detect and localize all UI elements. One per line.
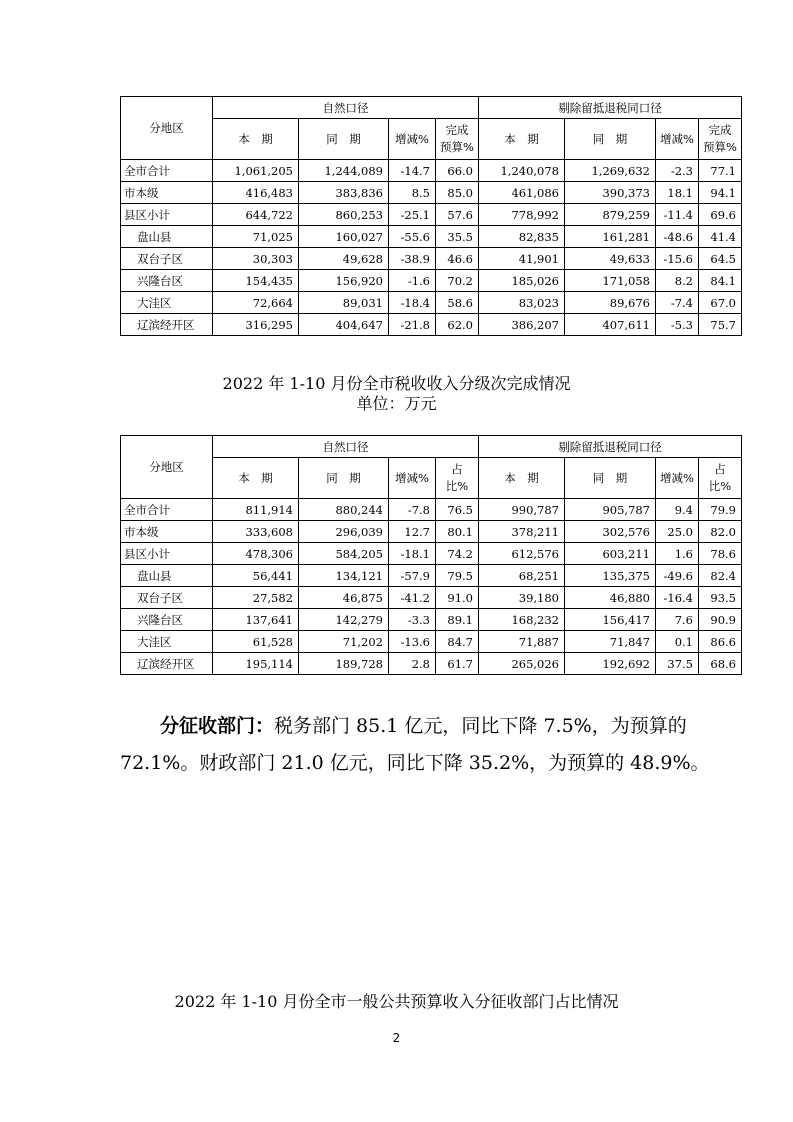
value-cell: 72,664 xyxy=(213,292,299,314)
value-cell: 390,373 xyxy=(565,182,656,204)
value-cell: -1.6 xyxy=(389,270,436,292)
value-cell: 69.6 xyxy=(699,204,742,226)
value-cell: -14.7 xyxy=(389,160,436,182)
value-cell: 1,061,205 xyxy=(213,160,299,182)
value-cell: 62.0 xyxy=(436,314,479,336)
value-cell: 8.2 xyxy=(656,270,699,292)
region-cell: 辽滨经开区 xyxy=(121,653,213,675)
value-cell: 89,031 xyxy=(299,292,389,314)
header-region: 分地区 xyxy=(121,436,213,499)
value-cell: 407,611 xyxy=(565,314,656,336)
value-cell: 1.6 xyxy=(656,543,699,565)
header-previous: 同 期 xyxy=(299,458,389,499)
header-share: 占 比% xyxy=(436,458,479,499)
value-cell: 61.7 xyxy=(436,653,479,675)
value-cell: 56,441 xyxy=(213,565,299,587)
value-cell: 161,281 xyxy=(565,226,656,248)
value-cell: 185,026 xyxy=(479,270,565,292)
value-cell: 93.5 xyxy=(699,587,742,609)
value-cell: 296,039 xyxy=(299,521,389,543)
value-cell: 49,628 xyxy=(299,248,389,270)
value-cell: 383,836 xyxy=(299,182,389,204)
region-cell: 县区小计 xyxy=(121,543,213,565)
region-cell: 兴隆台区 xyxy=(121,270,213,292)
region-cell: 市本级 xyxy=(121,521,213,543)
table-row xyxy=(121,314,742,336)
table-row xyxy=(121,226,742,248)
table-row xyxy=(121,270,742,292)
value-cell: 79.9 xyxy=(699,499,742,521)
table-row xyxy=(121,204,742,226)
value-cell: 57.6 xyxy=(436,204,479,226)
header-change: 增减% xyxy=(656,119,699,160)
value-cell: 168,232 xyxy=(479,609,565,631)
value-cell: 137,641 xyxy=(213,609,299,631)
region-cell: 双台子区 xyxy=(121,248,213,270)
value-cell: 46,880 xyxy=(565,587,656,609)
value-cell: 192,692 xyxy=(565,653,656,675)
value-cell: 61,528 xyxy=(213,631,299,653)
value-cell: 265,026 xyxy=(479,653,565,675)
value-cell: 1,240,078 xyxy=(479,160,565,182)
value-cell: 880,244 xyxy=(299,499,389,521)
value-cell: -2.3 xyxy=(656,160,699,182)
paragraph-lead: 分征收部门： xyxy=(160,715,275,737)
value-cell: 811,914 xyxy=(213,499,299,521)
header-previous: 同 期 xyxy=(565,458,656,499)
table-row xyxy=(121,182,742,204)
value-cell: 8.5 xyxy=(389,182,436,204)
region-cell: 县区小计 xyxy=(121,204,213,226)
value-cell: 1,244,089 xyxy=(299,160,389,182)
value-cell: 461,086 xyxy=(479,182,565,204)
value-cell: 82.0 xyxy=(699,521,742,543)
value-cell: 860,253 xyxy=(299,204,389,226)
value-cell: 316,295 xyxy=(213,314,299,336)
value-cell: 142,279 xyxy=(299,609,389,631)
value-cell: 71,887 xyxy=(479,631,565,653)
value-cell: 85.0 xyxy=(436,182,479,204)
header-current: 本 期 xyxy=(213,458,299,499)
header-previous: 同 期 xyxy=(565,119,656,160)
value-cell: 478,306 xyxy=(213,543,299,565)
region-cell: 盘山县 xyxy=(121,226,213,248)
value-cell: 91.0 xyxy=(436,587,479,609)
region-cell: 双台子区 xyxy=(121,587,213,609)
value-cell: 404,647 xyxy=(299,314,389,336)
header-group-adjusted: 剔除留抵退税同口径 xyxy=(479,97,742,119)
value-cell: -11.4 xyxy=(656,204,699,226)
table-row xyxy=(121,631,742,653)
header-current: 本 期 xyxy=(479,119,565,160)
region-cell: 全市合计 xyxy=(121,160,213,182)
value-cell: 135,375 xyxy=(565,565,656,587)
region-cell: 盘山县 xyxy=(121,565,213,587)
chart-title: 2022 年 1-10 月份全市一般公共预算收入分征收部门占比情况 xyxy=(174,992,619,1011)
table-row xyxy=(121,609,742,631)
header-completion: 完成 预算% xyxy=(699,119,742,160)
value-cell: 386,207 xyxy=(479,314,565,336)
value-cell: -55.6 xyxy=(389,226,436,248)
table-row xyxy=(121,565,742,587)
table-row xyxy=(121,587,742,609)
table-1 xyxy=(120,96,742,336)
value-cell: 76.5 xyxy=(436,499,479,521)
value-cell: -38.9 xyxy=(389,248,436,270)
region-cell: 辽滨经开区 xyxy=(121,314,213,336)
value-cell: -3.3 xyxy=(389,609,436,631)
value-cell: 333,608 xyxy=(213,521,299,543)
value-cell: 603,211 xyxy=(565,543,656,565)
table-2-title: 2022 年 1-10 月份全市税收收入分级次完成情况 xyxy=(222,374,571,393)
value-cell: 49,633 xyxy=(565,248,656,270)
region-cell: 兴隆台区 xyxy=(121,609,213,631)
value-cell: -57.9 xyxy=(389,565,436,587)
value-cell: 82,835 xyxy=(479,226,565,248)
value-cell: 990,787 xyxy=(479,499,565,521)
region-cell: 大洼区 xyxy=(121,631,213,653)
page-number: 2 xyxy=(392,1031,401,1045)
value-cell: 84.1 xyxy=(699,270,742,292)
value-cell: 71,025 xyxy=(213,226,299,248)
value-cell: 195,114 xyxy=(213,653,299,675)
value-cell: 378,211 xyxy=(479,521,565,543)
value-cell: 18.1 xyxy=(656,182,699,204)
table-row xyxy=(121,653,742,675)
value-cell: 41,901 xyxy=(479,248,565,270)
value-cell: 156,920 xyxy=(299,270,389,292)
value-cell: 12.7 xyxy=(389,521,436,543)
value-cell: 156,417 xyxy=(565,609,656,631)
value-cell: -7.8 xyxy=(389,499,436,521)
value-cell: 70.2 xyxy=(436,270,479,292)
value-cell: 94.1 xyxy=(699,182,742,204)
value-cell: 30,303 xyxy=(213,248,299,270)
value-cell: 9.4 xyxy=(656,499,699,521)
header-previous: 同 期 xyxy=(299,119,389,160)
value-cell: 78.6 xyxy=(699,543,742,565)
collection-department-paragraph xyxy=(120,708,720,782)
value-cell: 2.8 xyxy=(389,653,436,675)
header-change: 增减% xyxy=(389,458,436,499)
value-cell: 86.6 xyxy=(699,631,742,653)
value-cell: 1,269,632 xyxy=(565,160,656,182)
table-row xyxy=(121,248,742,270)
value-cell: 64.5 xyxy=(699,248,742,270)
value-cell: 416,483 xyxy=(213,182,299,204)
value-cell: 154,435 xyxy=(213,270,299,292)
value-cell: 612,576 xyxy=(479,543,565,565)
value-cell: 74.2 xyxy=(436,543,479,565)
header-region: 分地区 xyxy=(121,97,213,160)
table-2 xyxy=(120,435,742,675)
value-cell: -16.4 xyxy=(656,587,699,609)
value-cell: 68.6 xyxy=(699,653,742,675)
table-row xyxy=(121,292,742,314)
header-change: 增减% xyxy=(389,119,436,160)
value-cell: 171,058 xyxy=(565,270,656,292)
value-cell: 27,582 xyxy=(213,587,299,609)
value-cell: -25.1 xyxy=(389,204,436,226)
value-cell: 71,847 xyxy=(565,631,656,653)
value-cell: 0.1 xyxy=(656,631,699,653)
header-change: 增减% xyxy=(656,458,699,499)
value-cell: -5.3 xyxy=(656,314,699,336)
value-cell: 71,202 xyxy=(299,631,389,653)
value-cell: 46,875 xyxy=(299,587,389,609)
value-cell: 160,027 xyxy=(299,226,389,248)
value-cell: 7.6 xyxy=(656,609,699,631)
table-row xyxy=(121,499,742,521)
region-cell: 全市合计 xyxy=(121,499,213,521)
value-cell: 644,722 xyxy=(213,204,299,226)
value-cell: 84.7 xyxy=(436,631,479,653)
value-cell: 58.6 xyxy=(436,292,479,314)
value-cell: 39,180 xyxy=(479,587,565,609)
value-cell: -48.6 xyxy=(656,226,699,248)
value-cell: -18.4 xyxy=(389,292,436,314)
value-cell: 37.5 xyxy=(656,653,699,675)
value-cell: -15.6 xyxy=(656,248,699,270)
table-2-unit: 单位：万元 xyxy=(356,394,437,413)
header-share: 占 比% xyxy=(699,458,742,499)
value-cell: 66.0 xyxy=(436,160,479,182)
region-cell: 大洼区 xyxy=(121,292,213,314)
table-row xyxy=(121,543,742,565)
header-completion: 完成 预算% xyxy=(436,119,479,160)
value-cell: 584,205 xyxy=(299,543,389,565)
value-cell: 778,992 xyxy=(479,204,565,226)
value-cell: -18.1 xyxy=(389,543,436,565)
value-cell: 905,787 xyxy=(565,499,656,521)
region-cell: 市本级 xyxy=(121,182,213,204)
value-cell: -13.6 xyxy=(389,631,436,653)
value-cell: 67.0 xyxy=(699,292,742,314)
header-group-natural: 自然口径 xyxy=(213,436,479,458)
value-cell: 89,676 xyxy=(565,292,656,314)
table-row xyxy=(121,160,742,182)
value-cell: 35.5 xyxy=(436,226,479,248)
value-cell: 41.4 xyxy=(699,226,742,248)
header-current: 本 期 xyxy=(479,458,565,499)
value-cell: 879,259 xyxy=(565,204,656,226)
value-cell: 302,576 xyxy=(565,521,656,543)
value-cell: 134,121 xyxy=(299,565,389,587)
header-group-adjusted: 剔除留抵退税同口径 xyxy=(479,436,742,458)
table-row xyxy=(121,521,742,543)
value-cell: 75.7 xyxy=(699,314,742,336)
value-cell: 68,251 xyxy=(479,565,565,587)
header-current: 本 期 xyxy=(213,119,299,160)
header-group-natural: 自然口径 xyxy=(213,97,479,119)
value-cell: 82.4 xyxy=(699,565,742,587)
value-cell: 46.6 xyxy=(436,248,479,270)
value-cell: 83,023 xyxy=(479,292,565,314)
value-cell: 80.1 xyxy=(436,521,479,543)
paragraph-body: 税务部门 85.1 亿元，同比下降 7.5%，为预算的 72.1%。财政部门 21.0 亿元，同比下降 35.2%，为预算的 48.9%。 xyxy=(120,715,710,774)
value-cell: 90.9 xyxy=(699,609,742,631)
value-cell: 77.1 xyxy=(699,160,742,182)
value-cell: -21.8 xyxy=(389,314,436,336)
value-cell: 25.0 xyxy=(656,521,699,543)
value-cell: 189,728 xyxy=(299,653,389,675)
value-cell: -49.6 xyxy=(656,565,699,587)
value-cell: -41.2 xyxy=(389,587,436,609)
value-cell: 89.1 xyxy=(436,609,479,631)
value-cell: -7.4 xyxy=(656,292,699,314)
value-cell: 79.5 xyxy=(436,565,479,587)
